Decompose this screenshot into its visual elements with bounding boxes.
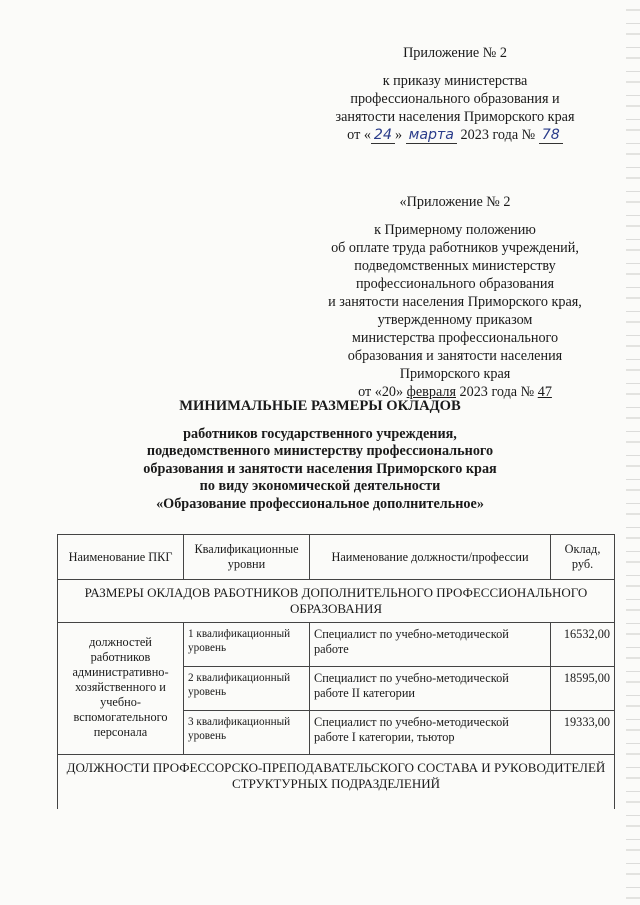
appendix-line: профессионального образования bbox=[355, 276, 555, 292]
date-mid: » bbox=[394, 127, 403, 143]
date-number: 47 bbox=[537, 384, 552, 400]
title-line: образования и занятости населения Приморского края bbox=[143, 460, 497, 477]
table-row bbox=[58, 623, 615, 667]
appendix-line: подведомственных министерству bbox=[354, 258, 556, 274]
order-date-line bbox=[300, 126, 610, 144]
title-line: подведомственного министерству профессионального bbox=[146, 443, 494, 459]
level-cell: 2 квалификационный уровень bbox=[184, 667, 310, 711]
scan-edge-artifact bbox=[626, 0, 640, 905]
appendix-line: занятости населения Приморского края bbox=[335, 109, 575, 125]
position-cell: Специалист по учебно-методической работе I категории, тьютор bbox=[310, 711, 551, 755]
appendix-line: Приморского края bbox=[399, 366, 511, 382]
header-salary: Оклад, руб. bbox=[551, 535, 615, 580]
date-year: 2023 года № bbox=[460, 127, 536, 143]
pkg-group-cell: должностей работников административно-хозяйственного и учебно-вспомогательного персонала bbox=[58, 623, 184, 755]
appendix-line: утвержденному приказом bbox=[377, 312, 533, 328]
date-prefix: от « bbox=[347, 127, 371, 143]
date-month: февраля bbox=[406, 384, 456, 400]
document-title bbox=[40, 398, 600, 513]
appendix-order-block bbox=[300, 44, 610, 144]
handwritten-month: марта bbox=[406, 127, 457, 144]
handwritten-number: 78 bbox=[539, 127, 563, 144]
salary-table bbox=[57, 534, 615, 809]
appendix-regulation-block bbox=[300, 193, 610, 401]
table-header-row bbox=[58, 535, 615, 580]
appendix-line: образования и занятости населения bbox=[347, 348, 563, 364]
position-cell: Специалист по учебно-методической работе II категории bbox=[310, 667, 551, 711]
header-level: Квалификационные уровни bbox=[184, 535, 310, 580]
salary-cell: 19333,00 bbox=[551, 711, 615, 755]
section-row bbox=[58, 580, 615, 623]
section-row bbox=[58, 755, 615, 810]
appendix-line: к приказу министерства bbox=[382, 73, 528, 89]
date-year: 2023 года № bbox=[459, 384, 535, 400]
appendix-line: к Примерному положению bbox=[374, 222, 536, 238]
section-title: ДОЛЖНОСТИ ПРОФЕССОРСКО-ПРЕПОДАВАТЕЛЬСКОГО СОСТАВА И РУКОВОДИТЕЛЕЙ СТРУКТУРНЫХ ПОДРАЗДЕЛЕНИЙ bbox=[58, 755, 615, 810]
appendix-line: министерства профессионального bbox=[351, 330, 559, 346]
title-line: по виду экономической деятельности bbox=[199, 478, 441, 494]
appendix-line: профессионального образования и bbox=[350, 91, 560, 107]
appendix-line: и занятости населения Приморского края, bbox=[328, 294, 582, 310]
date-prefix: от «20» bbox=[358, 384, 404, 400]
level-cell: 3 квалификационный уровень bbox=[184, 711, 310, 755]
appendix-line: об оплате труда работников учреждений, bbox=[331, 240, 579, 256]
position-cell: Специалист по учебно-методической работе bbox=[310, 623, 551, 667]
appendix-title: «Приложение № 2 bbox=[399, 194, 511, 210]
salary-cell: 16532,00 bbox=[551, 623, 615, 667]
section-title: РАЗМЕРЫ ОКЛАДОВ РАБОТНИКОВ ДОПОЛНИТЕЛЬНОГО ПРОФЕССИОНАЛЬНОГО ОБРАЗОВАНИЯ bbox=[58, 580, 615, 623]
level-cell: 1 квалификационный уровень bbox=[184, 623, 310, 667]
header-pkg: Наименование ПКГ bbox=[58, 535, 184, 580]
title-line: работников государственного учреждения, bbox=[183, 425, 457, 442]
salary-cell: 18595,00 bbox=[551, 667, 615, 711]
title-line: «Образование профессиональное дополнительное» bbox=[156, 495, 484, 512]
handwritten-day: 24 bbox=[371, 127, 395, 144]
title-main: МИНИМАЛЬНЫЕ РАЗМЕРЫ ОКЛАДОВ bbox=[179, 398, 461, 414]
header-position: Наименование должности/профессии bbox=[310, 535, 551, 580]
appendix-title: Приложение № 2 bbox=[403, 45, 507, 61]
